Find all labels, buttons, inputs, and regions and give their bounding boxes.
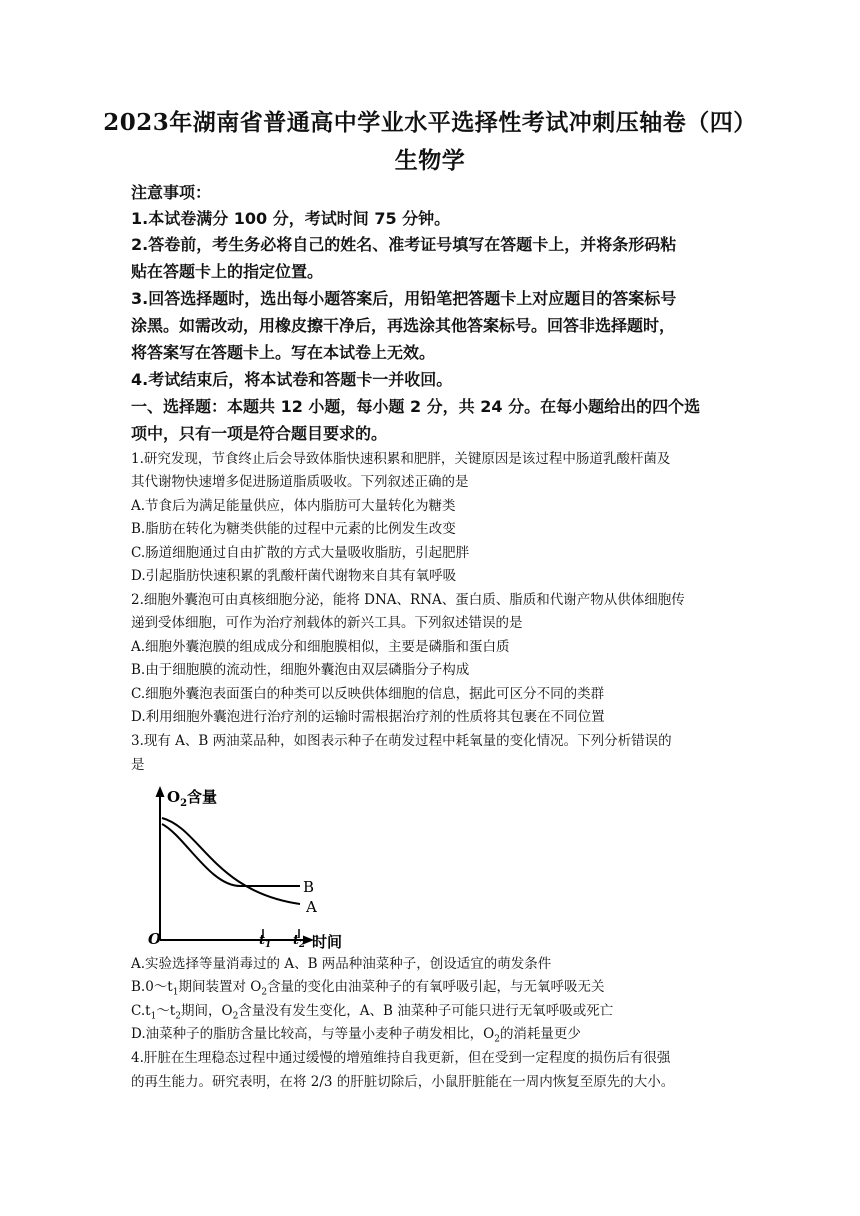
y-axis-arrow [156, 786, 165, 797]
q2-option-b: B.由于细胞膜的流动性，细胞外囊泡由双层磷脂分子构成 [131, 662, 470, 678]
q3-stem-line1: 3.现有 A、B 两油菜品种，如图表示种子在萌发过程中耗氧量的变化情况。下列分析错误的 [131, 733, 672, 749]
q3-option-a: A.实验选择等量消毒过的 A、B 两品种油菜种子，创设适宜的萌发条件 [131, 956, 552, 972]
legend-a: A [306, 898, 317, 916]
note-3-line2: 涂黑。如需改动，用橡皮擦干净后，再选涂其他答案标号。回答非选择题时， [131, 316, 676, 335]
subject-title: 生物学 [394, 147, 466, 174]
note-1: 1.本试卷满分 100 分，考试时间 75 分钟。 [131, 209, 451, 228]
exam-title: 2023年湖南省普通高中学业水平选择性考试冲刺压轴卷（四） [103, 109, 757, 136]
note-3-line3: 将答案写在答题卡上。写在本试卷上无效。 [131, 343, 436, 362]
note-2-line2: 贴在答题卡上的指定位置。 [131, 262, 324, 281]
q1-stem-line1: 1.研究发现，节食终止后会导致体脂快速积累和肥胖，关键原因是该过程中肠道乳酸杆菌及 [131, 451, 671, 467]
q1-option-c: C.肠道细胞通过自由扩散的方式大量吸收脂肪，引起肥胖 [131, 545, 470, 561]
q3-option-d: D.油菜种子的脂肪含量比较高，与等量小麦种子萌发相比，$O_2$的消耗量更少 [131, 1026, 581, 1045]
q1-option-a: A.节食后为满足能量供应，体内脂肪可大量转化为糖类 [131, 498, 456, 514]
section-1-line1: 一、选择题：本题共 12 小题，每小题 2 分，共 24 分。在每小题给出的四个选 [131, 397, 701, 416]
y-axis-label: $O_2$含量 [167, 788, 218, 809]
q2-option-a: A.细胞外囊泡膜的组成成分和细胞膜相似，主要是磷脂和蛋白质 [131, 639, 510, 655]
note-2-line1: 2.答卷前，考生务必将自己的姓名、准考证号填写在答题卡上，并将条形码粘 [131, 235, 677, 254]
q4-stem-line2: 的再生能力。研究表明，在将 2/3 的肝脏切除后，小鼠肝脏能在一周内恢复至原先的大小。 [131, 1074, 675, 1090]
tick-t1-label: $t_1$ [259, 933, 272, 950]
x-axis-label: 时间 [312, 933, 343, 951]
q1-option-b: B.脂肪在转化为糖类供能的过程中元素的比例发生改变 [131, 521, 456, 537]
o2-content-graph [130, 780, 370, 952]
note-4: 4.考试结束后，将本试卷和答题卡一并收回。 [131, 370, 453, 389]
q2-option-d: D.利用细胞外囊泡进行治疗剂的运输时需根据治疗剂的性质将其包裹在不同位置 [131, 709, 605, 725]
origin-label: O [148, 930, 162, 948]
q4-stem-line1: 4.肝脏在生理稳态过程中通过缓慢的增殖维持自我更新，但在受到一定程度的损伤后有很强 [131, 1050, 671, 1066]
note-3-line1: 3.回答选择题时，选出每小题答案后，用铅笔把答题卡上对应题目的答案标号 [131, 289, 677, 308]
q3-stem-line2: 是 [131, 757, 145, 773]
q1-option-d: D.引起脂肪快速积累的乳酸杆菌代谢物来自其有氧呼吸 [131, 568, 457, 584]
q3-option-b: $B.0\sim t_1$期间装置对 $O_2$含量的变化由油菜种子的有氧呼吸引起，与无氧呼吸无关 [131, 979, 605, 998]
q2-stem-line2: 递到受体细胞，可作为治疗剂载体的新兴工具。下列叙述错误的是 [131, 615, 523, 631]
legend-b: B [303, 878, 315, 896]
section-1-line2: 项中，只有一项是符合题目要求的。 [131, 424, 388, 443]
notes-header: 注意事项： [131, 183, 212, 202]
q2-stem-line1: 2.细胞外囊泡可由真核细胞分泌，能将 DNA、RNA、蛋白质、脂质和代谢产物从供体细胞传 [131, 592, 685, 608]
tick-t2-label: $t_2$ [293, 933, 306, 950]
q2-option-c: C.细胞外囊泡表面蛋白的种类可以反映供体细胞的信息，据此可区分不同的类群 [131, 686, 605, 702]
curve-a [162, 818, 300, 904]
q3-option-c: $C.t_1\sim t_2$期间，$O_2$含量没有发生变化，A、B 油菜种子可能只进行无氧呼吸或死亡 [131, 1003, 614, 1022]
q1-stem-line2: 其代谢物快速增多促进肠道脂质吸收。下列叙述正确的是 [131, 474, 469, 490]
